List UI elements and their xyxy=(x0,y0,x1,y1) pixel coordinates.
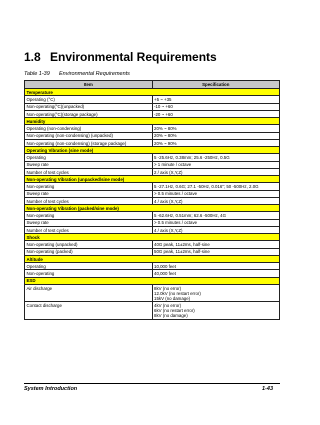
item-cell: Operating (°C) xyxy=(25,96,153,103)
table-row xyxy=(25,248,280,255)
section-label: Shock xyxy=(25,234,280,241)
section-number: 1.8 xyxy=(24,50,41,64)
section-row xyxy=(25,89,280,96)
table-row xyxy=(25,270,280,277)
specification-line: 8kV (no error) xyxy=(154,285,182,291)
item-cell: Non-operating (non-condensing) (storage package) xyxy=(25,139,153,146)
specification-cell xyxy=(152,248,280,255)
table-row xyxy=(25,125,280,132)
item-cell: Operating (non-condensing) xyxy=(25,125,153,132)
specification-line: 4 / axis (X,Y,Z) xyxy=(154,198,183,204)
section-row xyxy=(25,176,280,183)
header-item: Item xyxy=(25,81,153,89)
item-cell: Sweep rate xyxy=(25,190,153,197)
section-row xyxy=(25,277,280,284)
environmental-requirements-table xyxy=(24,80,280,320)
section-row xyxy=(25,118,280,125)
section-row xyxy=(25,255,280,262)
specification-line: 15kV (no damage) xyxy=(154,295,191,301)
item-cell: Number of test cycles xyxy=(25,168,153,175)
table-row xyxy=(25,103,280,110)
specification-line: 8kV (no damage) xyxy=(154,313,188,319)
table-row xyxy=(25,154,280,161)
specification-line: > 0.5 minutes / octave xyxy=(154,191,198,197)
specification-line: -20 ~ +60 xyxy=(154,111,173,117)
section-label: ESD xyxy=(25,277,280,284)
item-cell: Air discharge xyxy=(25,284,153,301)
table-row xyxy=(25,226,280,233)
table-row xyxy=(25,263,280,270)
table-body xyxy=(25,89,280,320)
section-label: Temperature xyxy=(25,89,280,96)
table-row xyxy=(25,110,280,117)
specification-line: > 1 minute / octave xyxy=(154,162,192,168)
specification-line: +5 ~ +35 xyxy=(154,97,172,103)
specification-cell xyxy=(152,161,280,168)
section-title: Environmental Requirements xyxy=(50,50,217,64)
specification-line: 50G peak, 11±2ms, half-sine xyxy=(154,249,210,255)
footer-section-name: System Introduction xyxy=(24,386,78,392)
specification-cell xyxy=(152,154,280,161)
specification-line: 20% ~ 80% xyxy=(154,133,177,139)
specification-line: 6kV (no restart error) xyxy=(154,307,195,313)
specification-cell xyxy=(152,110,280,117)
section-label: Altitude xyxy=(25,255,280,262)
table-row xyxy=(25,139,280,146)
section-label: Non-operating Vibration (packed/sine mode) xyxy=(25,205,280,212)
specification-line: 40,000 feet xyxy=(154,271,176,277)
specification-cell xyxy=(152,183,280,190)
specification-cell xyxy=(152,226,280,233)
section-row xyxy=(25,234,280,241)
specification-line: -10 ~ +60 xyxy=(154,104,173,110)
item-cell: Operating xyxy=(25,263,153,270)
specification-line: > 0.5 minutes / octave xyxy=(154,220,198,226)
page-number: 1-43 xyxy=(262,386,274,392)
item-cell: Non-operating xyxy=(25,270,153,277)
section-label: Non-operating Vibration (unpacked/sine mode) xyxy=(25,176,280,183)
specification-line: 5 -27.1Hz, 0.6G; 27.1 -50Hz, 0.016"; 50 -500Hz, 2.0G xyxy=(154,184,259,190)
table-row xyxy=(25,132,280,139)
table-row xyxy=(25,197,280,204)
section-heading xyxy=(24,50,217,64)
item-cell: Non-operating (unpacked) xyxy=(25,241,153,248)
specification-cell xyxy=(152,139,280,146)
item-cell: Operating xyxy=(25,154,153,161)
specification-cell xyxy=(152,212,280,219)
section-label: Humidity xyxy=(25,118,280,125)
section-row xyxy=(25,205,280,212)
item-cell: Number of test cycles xyxy=(25,197,153,204)
specification-cell xyxy=(152,263,280,270)
header-specification: Specification xyxy=(152,81,280,89)
table-header-row xyxy=(25,81,280,89)
specification-cell xyxy=(152,197,280,204)
item-cell: Sweep rate xyxy=(25,219,153,226)
table-row xyxy=(25,284,280,301)
table-row xyxy=(25,96,280,103)
item-cell: Number of test cycles xyxy=(25,226,153,233)
item-cell: Non-operating(°C)(storage package) xyxy=(25,110,153,117)
item-cell: Sweep rate xyxy=(25,161,153,168)
specification-cell xyxy=(152,103,280,110)
table-row xyxy=(25,219,280,226)
item-cell: Non-operating xyxy=(25,212,153,219)
item-cell: Non-operating xyxy=(25,183,153,190)
section-row xyxy=(25,147,280,154)
item-cell: Non-operating(°C)(unpacked) xyxy=(25,103,153,110)
table-row xyxy=(25,212,280,219)
specification-line: 20% ~ 90% xyxy=(154,140,177,146)
table-title: Environmental Requirements xyxy=(59,71,130,77)
table-row xyxy=(25,302,280,319)
table-caption xyxy=(24,71,130,77)
specification-line: 4kV (no error) xyxy=(154,302,182,308)
table-row xyxy=(25,190,280,197)
table-row xyxy=(25,161,280,168)
table-row xyxy=(25,241,280,248)
specification-cell xyxy=(152,168,280,175)
specification-line: 10,000 feet xyxy=(154,263,176,269)
item-cell: Non-operating (non-condensing) (unpacked) xyxy=(25,132,153,139)
specification-line: 20% ~ 80% xyxy=(154,126,177,132)
specification-cell xyxy=(152,190,280,197)
specification-line: 4 / axis (X,Y,Z) xyxy=(154,227,183,233)
specification-cell xyxy=(152,270,280,277)
specification-cell xyxy=(152,96,280,103)
specification-line: 5 -25.6Hz, 0.38mm; 25.6 -250Hz, 0.5G xyxy=(154,155,230,161)
table-row xyxy=(25,183,280,190)
footer-rule xyxy=(24,383,280,384)
specification-line: 12.0kV (no restart error) xyxy=(154,290,201,296)
specification-cell xyxy=(152,219,280,226)
table-number: Table 1-39 xyxy=(24,71,50,77)
section-label: Operating Vibration (sine mode) xyxy=(25,147,280,154)
specification-cell xyxy=(152,125,280,132)
table-row xyxy=(25,168,280,175)
specification-line: 40G peak, 11±2ms, half-sine xyxy=(154,242,210,248)
specification-line: 5 -62.6Hz, 0.51mm; 62.6 -500Hz, 4G xyxy=(154,213,226,219)
specification-cell xyxy=(152,302,280,319)
item-cell: Non-operating (packed) xyxy=(25,248,153,255)
specification-cell xyxy=(152,241,280,248)
specification-cell xyxy=(152,132,280,139)
item-cell: Contact discharge xyxy=(25,302,153,319)
specification-cell xyxy=(152,284,280,301)
specification-line: 2 / axis (X,Y,Z) xyxy=(154,169,183,175)
